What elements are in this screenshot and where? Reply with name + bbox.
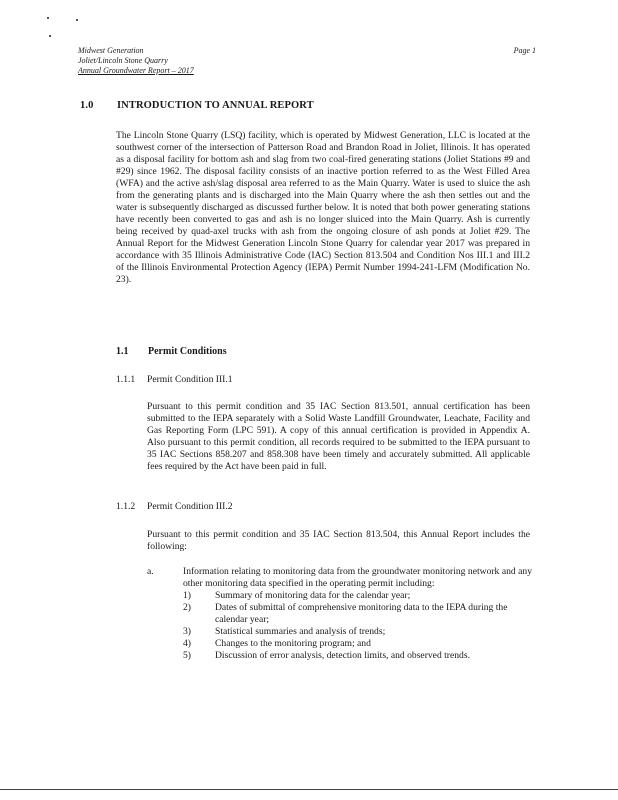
sublist-number: 1) bbox=[183, 590, 191, 601]
list-item-a bbox=[147, 566, 532, 662]
sublist-item bbox=[183, 638, 532, 650]
scan-speck bbox=[49, 35, 51, 37]
section-title-text: INTRODUCTION TO ANNUAL REPORT bbox=[117, 100, 314, 111]
page-bottom-edge bbox=[0, 789, 618, 790]
sublist-text: Statistical summaries and analysis of trends; bbox=[215, 626, 386, 637]
document-header bbox=[78, 46, 194, 76]
section-number: 1.0 bbox=[80, 100, 94, 111]
condition-112-title: Permit Condition III.2 bbox=[147, 501, 233, 512]
sublist-text: Discussion of error analysis, detection limits, and observed trends. bbox=[215, 650, 470, 661]
sublist-text: Changes to the monitoring program; and bbox=[215, 638, 371, 649]
subsection-heading bbox=[116, 346, 227, 357]
section-heading bbox=[80, 100, 314, 111]
condition-111-number: 1.1.1 bbox=[116, 374, 136, 385]
intro-paragraph: The Lincoln Stone Quarry (LSQ) facility, which is operated by Midwest Generation, LLC is located at the southwest corner of the intersection of Patterson Road and Brandon Road in Joliet, Illinois. It has operated as a disposal facility for bottom ash and slag from two coal-fired generating stations (Joliet Stations #9 and #29) since 1962. The disposal facility consists of an inactive portion referred to as the West Filled Area (WFA) and the active ash/slag disposal area referred to as the Main Quarry. Water is used to sluice the ash from the generating plants and is discharged into the Main Quarry where the ash then settles out and the water is subsequently discharged as discussed further below. It is noted that both power generating stations have recently been converted to gas and ash is no longer sluiced into the Main Quarry. Ash is currently being received by quad-axel trucks with ash from the ongoing closure of ash ponds at Joliet #29. The Annual Report for the Midwest Generation Lincoln Stone Quarry for calendar year 2017 was prepared in accordance with 35 Illinois Administrative Code (IAC) Section 813.504 and Condition Nos III.1 and III.2 of the Illinois Environmental Protection Agency (IEPA) Permit Number 1994-241-LFM (Modification No. 23). bbox=[116, 130, 530, 285]
sublist-number: 2) bbox=[183, 602, 191, 613]
subsection-number: 1.1 bbox=[116, 346, 129, 357]
condition-111-title: Permit Condition III.1 bbox=[147, 374, 233, 385]
sublist bbox=[183, 590, 532, 662]
sublist-text: Summary of monitoring data for the calendar year; bbox=[215, 590, 411, 601]
sublist-number: 3) bbox=[183, 626, 191, 637]
condition-112-number: 1.1.2 bbox=[116, 501, 136, 512]
page-number: Page 1 bbox=[513, 46, 536, 55]
condition-111-heading bbox=[116, 374, 233, 385]
condition-112-heading bbox=[116, 501, 233, 512]
header-report: Annual Groundwater Report – 2017 bbox=[78, 66, 194, 75]
scan-speck bbox=[76, 19, 78, 21]
list-item-a-text: Information relating to monitoring data from the groundwater monitoring network and any other monitoring data specified in the operating permit including: bbox=[183, 566, 532, 589]
condition-112-paragraph: Pursuant to this permit condition and 35 IAC Section 813.504, this Annual Report includes the following: bbox=[147, 529, 530, 552]
scan-speck bbox=[47, 17, 49, 19]
sublist-number: 5) bbox=[183, 650, 191, 661]
sublist-text: Dates of submittal of comprehensive monitoring data to the IEPA during the calendar year; bbox=[215, 602, 508, 625]
sublist-item bbox=[183, 626, 532, 638]
sublist-item bbox=[183, 650, 532, 662]
header-site: Joliet/Lincoln Stone Quarry bbox=[78, 56, 168, 65]
sublist-item bbox=[183, 602, 532, 626]
subsection-title: Permit Conditions bbox=[148, 346, 227, 357]
list-letter: a. bbox=[147, 566, 154, 577]
condition-111-paragraph: Pursuant to this permit condition and 35 IAC Section 813.501, annual certification has been submitted to the IEPA separately with a Solid Waste Landfill Groundwater, Leachate, Facility and Gas Reporting Form (LPC 591). A copy of this annual certification is provided in Appendix A. Also pursuant to this permit condition, all records required to be submitted to the IEPA pursuant to 35 IAC Sections 858.207 and 858.308 have been timely and accurately submitted. All applicable fees required by the Act have been paid in full. bbox=[147, 401, 530, 472]
sublist-number: 4) bbox=[183, 638, 191, 649]
header-company: Midwest Generation bbox=[78, 46, 144, 55]
sublist-item bbox=[183, 590, 532, 602]
